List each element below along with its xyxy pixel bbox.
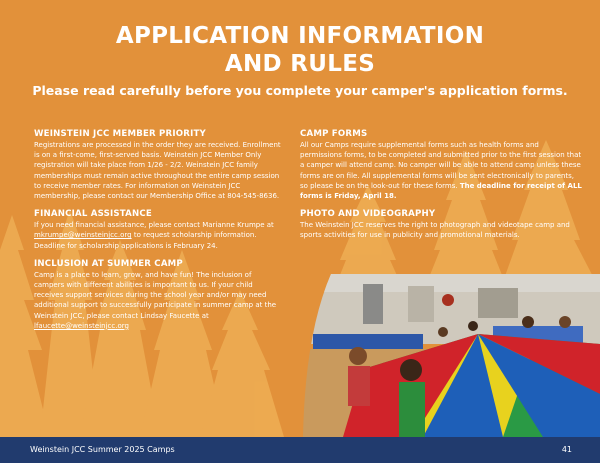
section-heading-financial-assistance: FINANCIAL ASSISTANCE <box>34 209 152 220</box>
inclusion-text: Camp is a place to learn, grow, and have fun! The inclusion of campers with different abilities is important to us. If your child receives support services during the school year and/or may need additional support to successfully participate in summer camp at the Weinstein JCC, please contact Lindsay Faucette at <box>34 270 277 320</box>
section-photo-video <box>300 209 582 240</box>
right-column <box>300 129 582 249</box>
parachute-photo-illustration <box>303 274 600 437</box>
section-heading-photo-video: PHOTO AND VIDEOGRAPHY <box>300 209 436 220</box>
section-inclusion <box>34 259 282 331</box>
financial-email-link[interactable]: mkrumpe@weinsteinjcc.org <box>34 231 132 240</box>
section-financial-assistance <box>34 209 282 251</box>
left-column <box>34 129 282 339</box>
section-body-financial-assistance <box>34 220 282 251</box>
section-body-photo-video: The Weinstein JCC reserves the right to photograph and videotape camp and sports activities for use in publicity and promotional materials. <box>300 221 570 240</box>
title-line-1: APPLICATION INFORMATION <box>115 23 485 49</box>
section-body-member-priority: Registrations are processed in the order they are received. Enrollment is on a first-come, first-served basis. Weinstein JCC Member Only registration will take place from 1/26 - 2/2. Weinstein JCC family memberships must remain active throughout the entire camp session to receive member rates. For information on Weinstein JCC membership, please contact our Membership Office at 804-545-8636. <box>34 141 281 201</box>
section-heading-camp-forms: CAMP FORMS <box>300 129 368 139</box>
section-heading-inclusion: INCLUSION AT SUMMER CAMP <box>34 258 183 269</box>
section-heading-member-priority: WEINSTEIN JCC MEMBER PRIORITY <box>34 129 206 139</box>
page-title <box>0 22 600 78</box>
section-member-priority <box>34 129 282 201</box>
camp-photo-parachute <box>303 274 600 437</box>
footer-publication-title: Weinstein JCC Summer 2025 Camps <box>30 445 175 454</box>
page-subtitle: Please read carefully before you complete your camper's application forms. <box>32 83 568 98</box>
inclusion-email-link[interactable]: lfaucette@weinsteinjcc.org <box>34 321 129 330</box>
title-line-2: AND RULES <box>224 51 376 77</box>
financial-text-2: to request scholarship information. Deadline for scholarship applications is February 24. <box>34 231 257 250</box>
section-body-inclusion <box>34 270 282 331</box>
page-number: 41 <box>561 445 572 454</box>
camp-forms-deadline: The deadline for receipt of ALL forms is Friday, April 18. <box>300 181 582 201</box>
financial-text-1: If you need financial assistance, please contact Marianne Krumpe at <box>34 221 274 230</box>
footer-bar <box>0 437 600 463</box>
camp-forms-text: All our Camps require supplemental forms such as health forms and permissions forms, to be completed and submitted prior to the first session that a camper will attend camp. No camper will be able to attend camp unless these forms are on file. All supplemental forms will be sent electronically to parents, so please be on the look-out for these forms. <box>300 141 582 190</box>
section-body-camp-forms <box>300 140 582 201</box>
section-camp-forms <box>300 129 582 201</box>
